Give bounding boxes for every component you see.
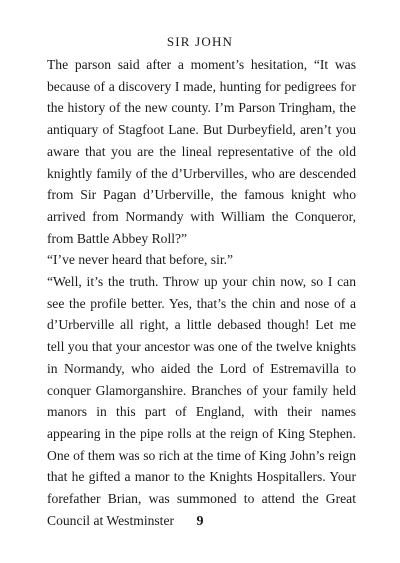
running-head: SIR JOHN [166,34,234,49]
body-text [47,54,356,531]
page-number: 9 [196,514,204,529]
paragraph-parson-explains: The parson said after a moment’s hesitation, “It was because of a discovery I made, hunting for pedigrees for the history of the new county. I’m Parson Tringham, the antiquary of Stagfoot Lane. But Durbeyfield, aren’t you aware that you are the lineal representative of the old knightly family of the d’Urbervilles, who are descended from Sir Pagan d’Urberville, the famous knight who arrived from Normandy with William the Conqueror, from Battle Abbey Roll?” [47,57,356,246]
paragraph-durbeyfield-reply: “I’ve never heard that before, sir.” [47,252,234,268]
paragraph-parson-continues: “Well, it’s the truth. Throw up your chin now, so I can see the profile better. Yes, that’s the chin and nose of a d’Urberville all right, a little debased though! Let me tell you that your ancestor was one of the twelve knights in Normandy, who aided the Lord of Estremavilla to conquer Glamorganshire. Branches of your family held manors in this part of England, with their names appearing in the pipe rolls at the reign of King Stephen. One of them was so rich at the time of King John’s reign that he gifted a manor to the Knights Hospitallers. Your forefather Brian, was summoned to attend the Great Council at Westminster [47,274,356,528]
